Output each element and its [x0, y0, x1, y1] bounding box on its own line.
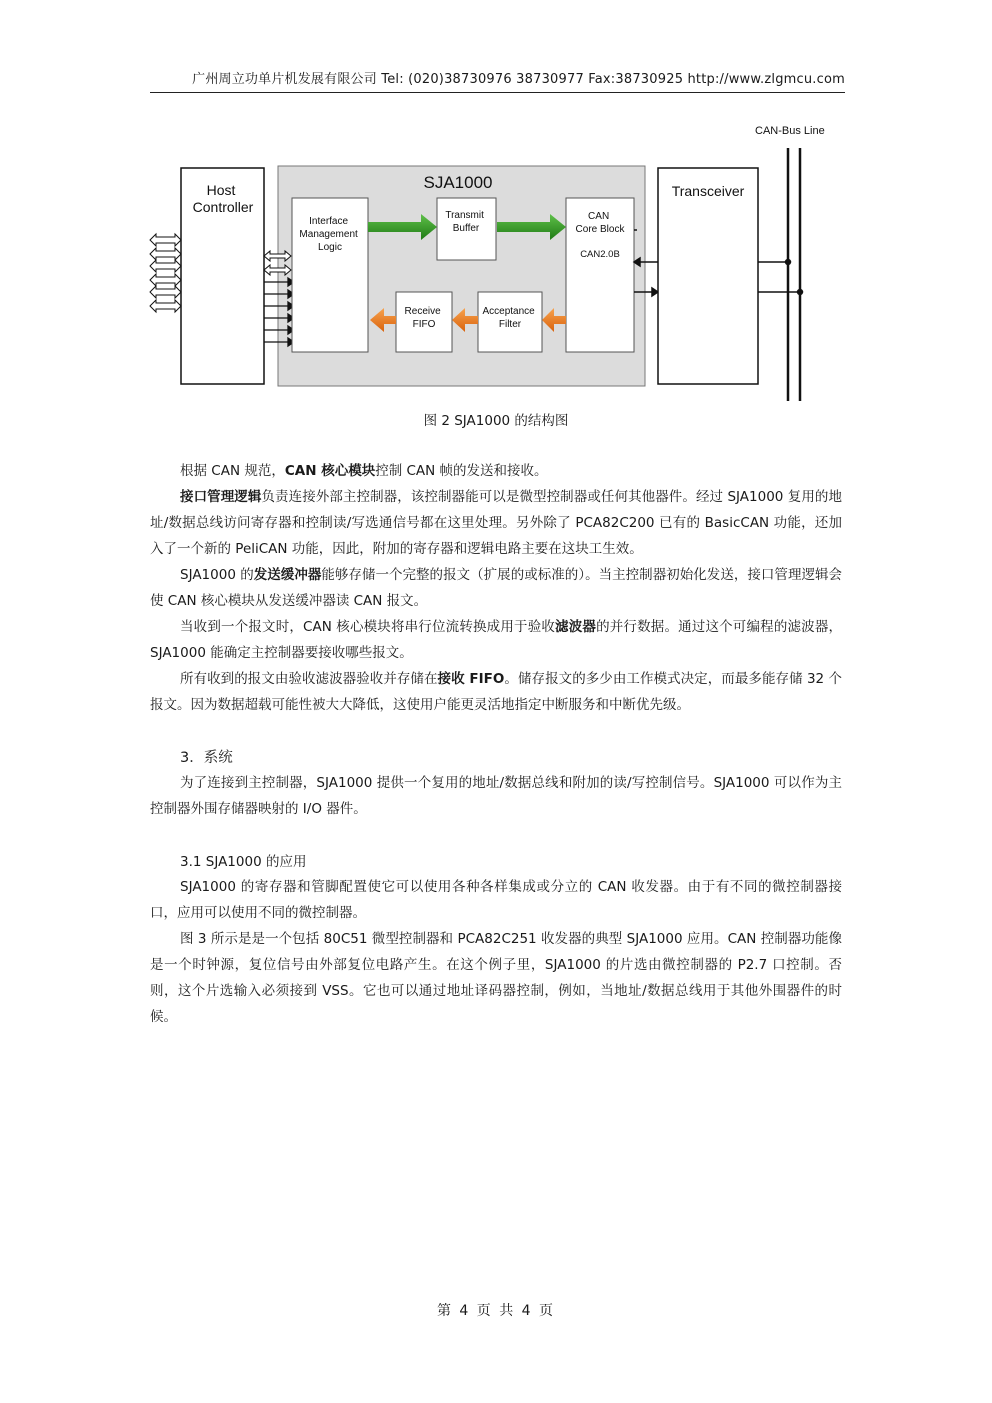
- transmit-label-line1: Transmit: [445, 210, 484, 221]
- figure-caption: 图 2 SJA1000 的结构图: [423, 413, 569, 429]
- transceiver-label: Transceiver: [671, 183, 745, 199]
- host-label-line2: Controller: [192, 199, 254, 215]
- page-header: 广州周立功单片机发展有限公司 Tel: (020)38730976 38730977 Fax:38730925 http://www.zlgmcu.com: [150, 70, 845, 93]
- receive-label-line1: Receive: [404, 306, 441, 317]
- acceptance-label-line1: Acceptance: [482, 306, 535, 317]
- section-3-text: 为了连接到主控制器，SJA1000 提供一个复用的地址/数据总线和附加的读/写控制信号。SJA1000 可以作为主控制器外围存储器映射的 I/O 器件。: [150, 775, 842, 817]
- paragraph-transmit-buffer: SJA1000 的发送缓冲器能够存储一个完整的报文（扩展的或标准的）。当主控制器初始化发送，接口管理逻辑会使 CAN 核心模块从发送缓冲器读 CAN 报文。: [150, 567, 843, 609]
- section-3-1-paragraph-1: SJA1000 的寄存器和管脚配置使它可以使用各种各样集成或分立的 CAN 收发器。由于有不同的微控制器接口，应用可以使用不同的微控制器。: [150, 879, 842, 921]
- can-core-label-line1: CAN: [588, 211, 610, 222]
- section-3-1-heading: 3.1 SJA1000 的应用: [180, 854, 307, 870]
- paragraph-can-core: 根据 CAN 规范，CAN 核心模块控制 CAN 帧的发送和接收。: [180, 463, 548, 479]
- receive-label-line2: FIFO: [412, 319, 436, 330]
- interface-label-line1: Interface: [309, 216, 349, 227]
- transceiver-box: [658, 168, 758, 384]
- transmit-label-line2: Buffer: [452, 223, 480, 234]
- host-io-arrows: [150, 234, 181, 312]
- can-bus-line-label: CAN-Bus Line: [755, 125, 825, 137]
- host-label-line1: Host: [206, 182, 236, 198]
- interface-label-line2: Management: [299, 229, 358, 240]
- section-3-heading: 3．系统: [180, 750, 233, 766]
- interface-label-line3: Logic: [318, 242, 342, 253]
- can-core-label-line2: Core Block: [575, 224, 625, 235]
- sja1000-title: SJA1000: [423, 173, 493, 192]
- paragraph-receive-fifo: 所有收到的报文由验收滤波器验收并存储在接收 FIFO。储存报文的多少由工作模式决定，而最多能存储 32 个报文。因为数据超载可能性被大大降低，这使用户能更灵活地指定中断服务和中断优先级。: [150, 671, 842, 713]
- sja1000-block-diagram: [140, 118, 850, 408]
- paragraph-interface-logic: 接口管理逻辑负责连接外部主控制器，该控制器能可以是微型控制器或任何其他器件。经过 SJA1000 复用的地址/数据总线访问寄存器和控制读/写选通信号都在这里处理。另外除了 PCA82C200 已有的 BasicCAN 功能，还加入了一个新的 PeliCAN 功能，因此，附加的寄存器和逻辑电路主要在这块工生效。: [150, 489, 842, 557]
- section-3-1-paragraph-2: 图 3 所示是是一个包括 80C51 微型控制器和 PCA82C251 收发器的典型 SJA1000 应用。CAN 控制器功能像是一个时钟源，复位信号由外部复位电路产生。在这个例子里，SJA1000 的片选由微控制器的 P2.7 口控制。否则，这个片选输入必须接到 VSS。它也可以通过地址译码器控制，例如，当地址/数据总线用于其他外围器件的时候。: [150, 931, 842, 1025]
- paragraph-acceptance-filter: 当收到一个报文时，CAN 核心模块将串行位流转换成用于验收滤波器的并行数据。通过这个可编程的滤波器，SJA1000 能确定主控制器要接收哪些报文。: [150, 619, 843, 661]
- transceiver-bus-links: [758, 260, 803, 295]
- page-footer: 第 4 页 共 4 页: [436, 1303, 556, 1319]
- can-version-label: CAN2.0B: [580, 249, 620, 260]
- acceptance-label-line2: Filter: [498, 319, 522, 330]
